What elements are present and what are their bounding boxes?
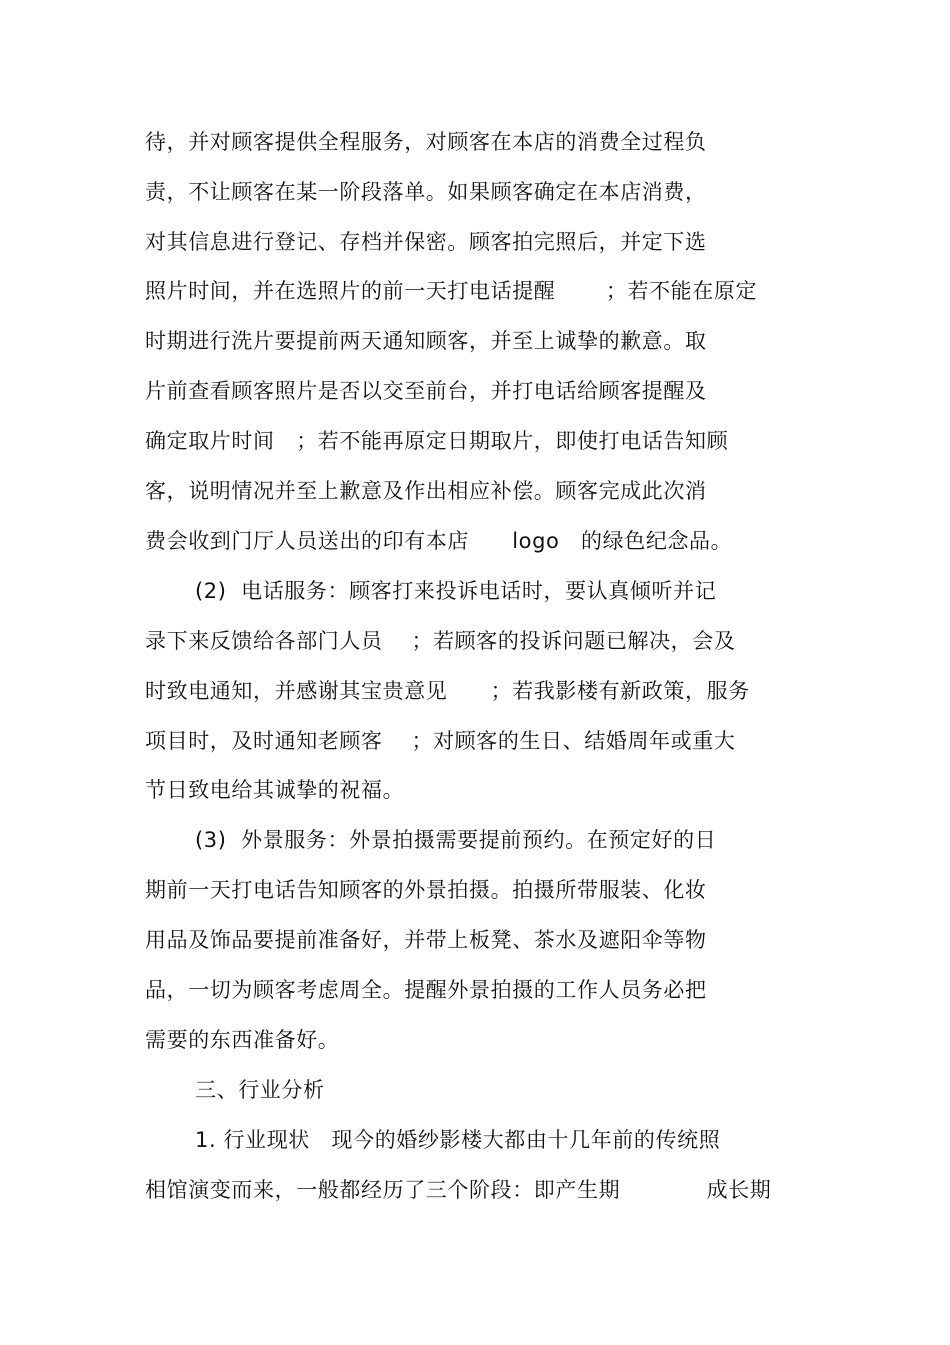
paragraph-line: (3) 外景服务：外景拍摄需要提前预约。在预定好的日 [195,828,717,852]
paragraph-line: 录下来反馈给各部门人员 ；若顾客的投诉问题已解决，会及 [145,629,736,653]
paragraph-line: 节日致电给其诚挚的祝福。 [145,778,405,802]
paragraph-line: 对其信息进行登记、存档并保密。顾客拍完照后，并定下选 [145,230,707,254]
paragraph-line: 需要的东西准备好。 [145,1028,340,1052]
paragraph-line: 客，说明情况并至上歉意及作出相应补偿。顾客完成此次消 [145,479,707,503]
paragraph-line: 照片时间，并在选照片的前一天打电话提醒 ；若不能在原定 [145,279,758,303]
paragraph-line: 相馆演变而来，一般都经历了三个阶段：即产生期 成长期 [145,1178,772,1202]
paragraph-line: 项目时，及时通知老顾客 ；对顾客的生日、结婚周年或重大 [145,729,736,753]
paragraph-line: 片前查看顾客照片是否以交至前台，并打电话给顾客提醒及 [145,379,707,403]
paragraph-line: (2) 电话服务：顾客打来投诉电话时，要认真倾听并记 [195,579,717,603]
paragraph-line: 待，并对顾客提供全程服务，对顾客在本店的消费全过程负 [145,130,707,154]
paragraph-line: 品，一切为顾客考虑周全。提醒外景拍摄的工作人员务必把 [145,978,707,1002]
paragraph-line: 时致电通知，并感谢其宝贵意见 ；若我影楼有新政策，服务 [145,679,750,703]
paragraph-line: 确定取片时间 ；若不能再原定日期取片，即使打电话告知顾 [145,429,729,453]
paragraph-line: 费会收到门厅人员送出的印有本店 logo 的绿色纪念品。 [145,529,733,553]
paragraph-line: 责，不让顾客在某一阶段落单。如果顾客确定在本店消费， [145,180,707,204]
paragraph-line: 期前一天打电话告知顾客的外景拍摄。拍摄所带服装、化妆 [145,878,707,902]
paragraph-line: 时期进行洗片要提前两天通知顾客，并至上诚挚的歉意。取 [145,329,707,353]
paragraph-line: 用品及饰品要提前准备好，并带上板凳、茶水及遮阳伞等物 [145,928,707,952]
paragraph-line: 1. 行业现状 现今的婚纱影楼大都由十几年前的传统照 [195,1128,721,1152]
section-heading: 三、行业分析 [195,1078,325,1102]
